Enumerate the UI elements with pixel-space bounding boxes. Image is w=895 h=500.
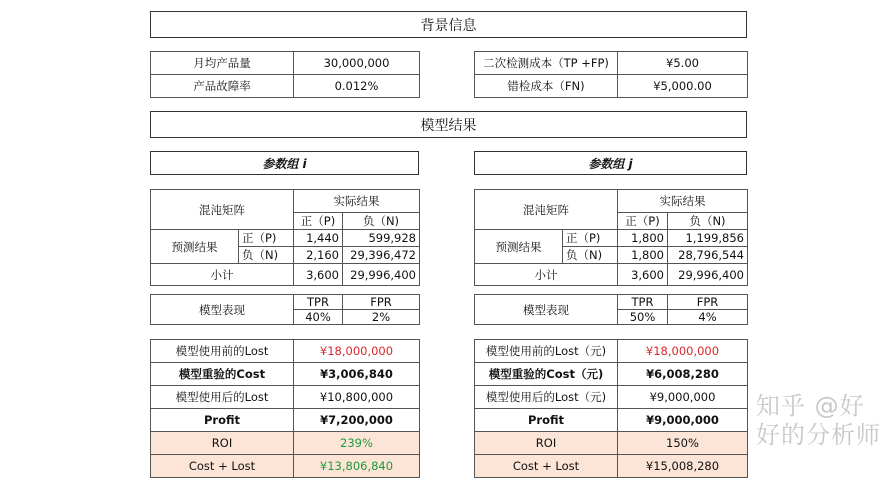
pred-pos: 正（P) [563, 230, 618, 247]
subtotal-p: 3,600 [294, 264, 343, 286]
matrix-title: 混沌矩阵 [475, 190, 618, 230]
summary-label: ROI [151, 432, 294, 455]
tn-cell: 28,796,544 [668, 247, 748, 264]
subtotal-label: 小计 [475, 264, 618, 286]
label-cell: 错检成本（FN) [475, 75, 618, 98]
subtotal-p: 3,600 [618, 264, 668, 286]
model-performance-j [474, 294, 748, 325]
summary-value: ¥3,006,840 [294, 363, 420, 386]
fp-cell: 1,199,856 [668, 230, 748, 247]
summary-value: ¥18,000,000 [294, 340, 420, 363]
watermark: 知乎 @好好的分析师 [756, 392, 881, 449]
matrix-title: 混沌矩阵 [151, 190, 294, 230]
tpr-value: 50% [618, 310, 668, 325]
pred-neg: 负（N) [239, 247, 294, 264]
results-title-text: 模型结果 [420, 117, 477, 134]
group-j-title [474, 151, 747, 175]
summary-label: 模型重验的Cost（元) [475, 363, 618, 386]
summary-label: 模型使用前的Lost [151, 340, 294, 363]
tpr-label: TPR [294, 295, 343, 310]
subtotal-label: 小计 [151, 264, 294, 286]
label-cell: 二次检测成本（TP +FP) [475, 52, 618, 75]
subtotal-n: 29,996,400 [668, 264, 748, 286]
actual-neg: 负（N) [343, 213, 420, 230]
fpr-label: FPR [668, 295, 748, 310]
confusion-matrix-j [474, 189, 748, 286]
background-title-text: 背景信息 [420, 17, 477, 34]
background-left-table [150, 51, 420, 98]
summary-value: ¥9,000,000 [618, 409, 748, 432]
group-i-title [150, 151, 419, 175]
group-i-name: 参数组 i [262, 156, 307, 171]
pred-pos: 正（P) [239, 230, 294, 247]
fn-cell: 1,800 [618, 247, 668, 264]
fp-cell: 599,928 [343, 230, 420, 247]
pred-neg: 负（N) [563, 247, 618, 264]
summary-value: ¥9,000,000 [618, 386, 748, 409]
summary-label: 模型使用前的Lost（元) [475, 340, 618, 363]
summary-table-j [474, 339, 748, 478]
value-cell: ¥5,000.00 [618, 75, 748, 98]
summary-label: Cost + Lost [475, 455, 618, 478]
summary-label: Profit [475, 409, 618, 432]
summary-value: ¥15,008,280 [618, 455, 748, 478]
tn-cell: 29,396,472 [343, 247, 420, 264]
value-cell: 30,000,000 [294, 52, 420, 75]
subtotal-n: 29,996,400 [343, 264, 420, 286]
group-j-name: 参数组 j [588, 156, 633, 171]
summary-table-i [150, 339, 420, 478]
results-title [150, 111, 747, 138]
summary-value: ¥10,800,000 [294, 386, 420, 409]
summary-label: Profit [151, 409, 294, 432]
summary-value: ¥18,000,000 [618, 340, 748, 363]
summary-label: 模型使用后的Lost [151, 386, 294, 409]
value-cell: ¥5.00 [618, 52, 748, 75]
fpr-value: 4% [668, 310, 748, 325]
actual-pos: 正（P) [294, 213, 343, 230]
summary-value: ¥6,008,280 [618, 363, 748, 386]
summary-label: 模型重验的Cost [151, 363, 294, 386]
summary-value: ¥13,806,840 [294, 455, 420, 478]
value-cell: 0.012% [294, 75, 420, 98]
actual-header: 实际结果 [294, 190, 420, 213]
actual-header: 实际结果 [618, 190, 748, 213]
perf-label: 模型表现 [151, 295, 294, 325]
background-right-table [474, 51, 748, 98]
model-performance-i [150, 294, 420, 325]
label-cell: 产品故障率 [151, 75, 294, 98]
fpr-label: FPR [343, 295, 420, 310]
perf-label: 模型表现 [475, 295, 618, 325]
tp-cell: 1,800 [618, 230, 668, 247]
actual-pos: 正（P) [618, 213, 668, 230]
summary-value: ¥7,200,000 [294, 409, 420, 432]
summary-label: 模型使用后的Lost（元) [475, 386, 618, 409]
fn-cell: 2,160 [294, 247, 343, 264]
confusion-matrix-i [150, 189, 420, 286]
tpr-label: TPR [618, 295, 668, 310]
summary-label: ROI [475, 432, 618, 455]
background-title [150, 11, 747, 38]
actual-neg: 负（N) [668, 213, 748, 230]
summary-value: 150% [618, 432, 748, 455]
summary-value: 239% [294, 432, 420, 455]
fpr-value: 2% [343, 310, 420, 325]
label-cell: 月均产品量 [151, 52, 294, 75]
tp-cell: 1,440 [294, 230, 343, 247]
tpr-value: 40% [294, 310, 343, 325]
pred-header: 预测结果 [151, 230, 239, 264]
pred-header: 预测结果 [475, 230, 563, 264]
summary-label: Cost + Lost [151, 455, 294, 478]
